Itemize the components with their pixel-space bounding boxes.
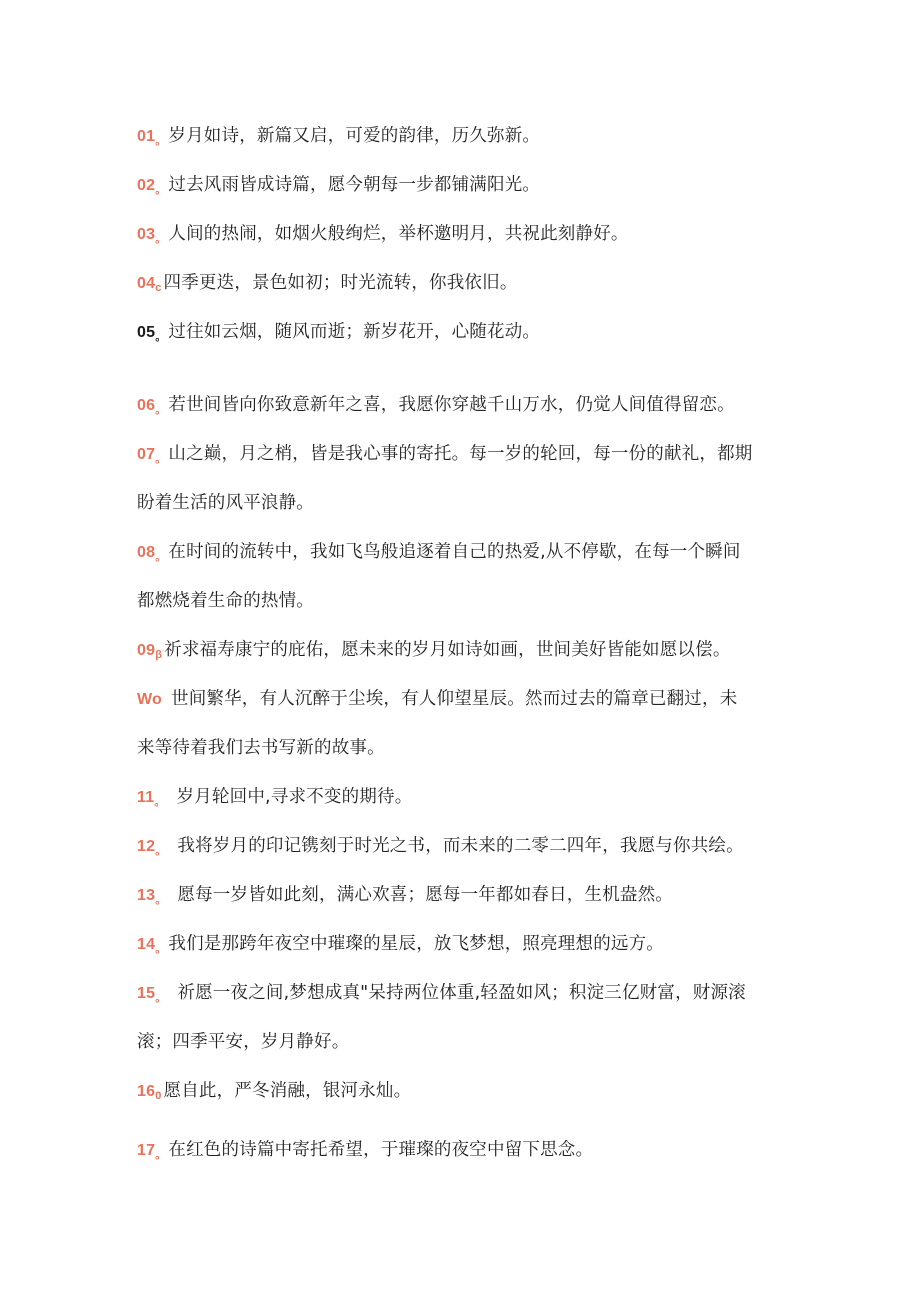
list-item-line xyxy=(137,540,787,569)
item-number: 11 xyxy=(137,789,155,806)
item-text: 祈愿一夜之间,梦想成真"呆持两位体重,轻盈如风；积淀三亿财富，财源滚 xyxy=(177,983,746,1003)
item-number-separator: 。 xyxy=(155,184,167,196)
item-text: 过往如云烟，随风而逝；新岁花开，心随花动。 xyxy=(168,322,541,342)
item-text: 山之巅，月之梢，皆是我心事的寄托。每一岁的轮回，每一份的献礼，都期 xyxy=(168,444,753,464)
list-item-line xyxy=(137,785,787,814)
item-text: 来等待着我们去书写新的故事。 xyxy=(137,738,385,758)
item-number: 08 xyxy=(137,544,156,561)
item-number: 02 xyxy=(137,177,156,194)
item-number-separator: 。 xyxy=(155,943,167,955)
item-number: 15 xyxy=(137,985,156,1002)
item-number: 06 xyxy=(137,397,156,414)
item-number-separator: β xyxy=(155,649,163,661)
item-text: 若世间皆向你致意新年之喜，我愿你穿越千山万水，仍觉人间值得留恋。 xyxy=(168,395,735,415)
item-number: 01 xyxy=(137,128,156,145)
item-number-separator: 。 xyxy=(155,992,167,1004)
item-text: 愿自此，严冬消融，银河永灿。 xyxy=(163,1081,412,1101)
item-number-separator: 。 xyxy=(155,894,167,906)
item-text: 在时间的流转中，我如飞鸟般追逐着自己的热爱,从不停歇，在每一个瞬间 xyxy=(168,542,741,562)
item-number: 12 xyxy=(137,838,156,855)
item-text: 岁月轮回中,寻求不变的期待。 xyxy=(176,787,413,807)
list-item-line xyxy=(137,173,787,202)
item-number-separator: 0 xyxy=(155,1090,162,1102)
item-number: 09 xyxy=(137,642,156,659)
item-number-separator: 。 xyxy=(155,404,167,416)
item-text: 世间繁华，有人沉醉于尘埃，有人仰望星辰。然而过去的篇章已翻过，未 xyxy=(171,689,738,709)
list-item-line xyxy=(137,883,787,912)
item-text: 盼着生活的风平浪静。 xyxy=(137,493,314,513)
item-number-separator: 。 xyxy=(155,453,167,465)
list-item-line xyxy=(137,981,787,1010)
item-text: 我将岁月的印记镌刻于时光之书，而未来的二零二四年，我愿与你共绘。 xyxy=(177,836,744,856)
item-text: 我们是那跨年夜空中璀璨的星辰，放飞梦想，照亮理想的远方。 xyxy=(168,934,665,954)
list-item-line xyxy=(137,932,787,961)
item-text: 过去风雨皆成诗篇，愿今朝每一步都铺满阳光。 xyxy=(168,175,541,195)
list-item-line xyxy=(137,1030,787,1054)
list-item-line xyxy=(137,638,787,667)
list-item-line xyxy=(137,491,787,515)
item-number-separator: 。 xyxy=(154,796,166,808)
item-text: 在红色的诗篇中寄托希望，于璀璨的夜空中留下思念。 xyxy=(168,1140,594,1160)
list-item-line xyxy=(137,320,787,349)
item-number: Wo xyxy=(137,691,162,708)
list-item-line xyxy=(137,442,787,471)
list-item-line xyxy=(137,1138,787,1167)
list-item-line xyxy=(137,222,787,251)
item-number-separator: 。 xyxy=(155,551,167,563)
item-number-separator: 。 xyxy=(155,331,167,343)
list-item-line xyxy=(137,736,787,760)
item-number-separator: c xyxy=(155,282,162,294)
item-text: 愿每一岁皆如此刻，满心欢喜；愿每一年都如春日，生机盎然。 xyxy=(177,885,674,905)
item-text: 人间的热闹，如烟火般绚烂，举杯邀明月，共祝此刻静好。 xyxy=(168,224,629,244)
item-text: 四季更迭，景色如初；时光流转，你我依旧。 xyxy=(163,273,518,293)
item-text: 滚；四季平安，岁月静好。 xyxy=(137,1032,350,1052)
item-number: 16 xyxy=(137,1083,156,1100)
item-number: 14 xyxy=(137,936,156,953)
item-number: 17 xyxy=(137,1142,156,1159)
item-number-separator: 。 xyxy=(155,135,167,147)
item-number: 04 xyxy=(137,275,156,292)
list-item-line xyxy=(137,1079,787,1108)
list-item-line xyxy=(137,834,787,863)
list-item-line xyxy=(137,589,787,613)
list-item-line xyxy=(137,271,787,300)
item-number: 07 xyxy=(137,446,156,463)
list-item-line xyxy=(137,124,787,153)
item-text: 岁月如诗，新篇又启，可爱的韵律，历久弥新。 xyxy=(168,126,541,146)
list-item-line xyxy=(137,687,787,712)
item-text: 祈求福寿康宁的庇佑，愿未来的岁月如诗如画，世间美好皆能如愿以偿。 xyxy=(164,640,731,660)
item-number: 13 xyxy=(137,887,156,904)
item-number: 05 xyxy=(137,324,156,341)
list-item-line xyxy=(137,393,787,422)
item-number-separator: 。 xyxy=(155,1149,167,1161)
item-number-separator: 。 xyxy=(155,233,167,245)
item-text: 都燃烧着生命的热情。 xyxy=(137,591,314,611)
item-number-separator: 。 xyxy=(155,845,167,857)
item-number: 03 xyxy=(137,226,156,243)
